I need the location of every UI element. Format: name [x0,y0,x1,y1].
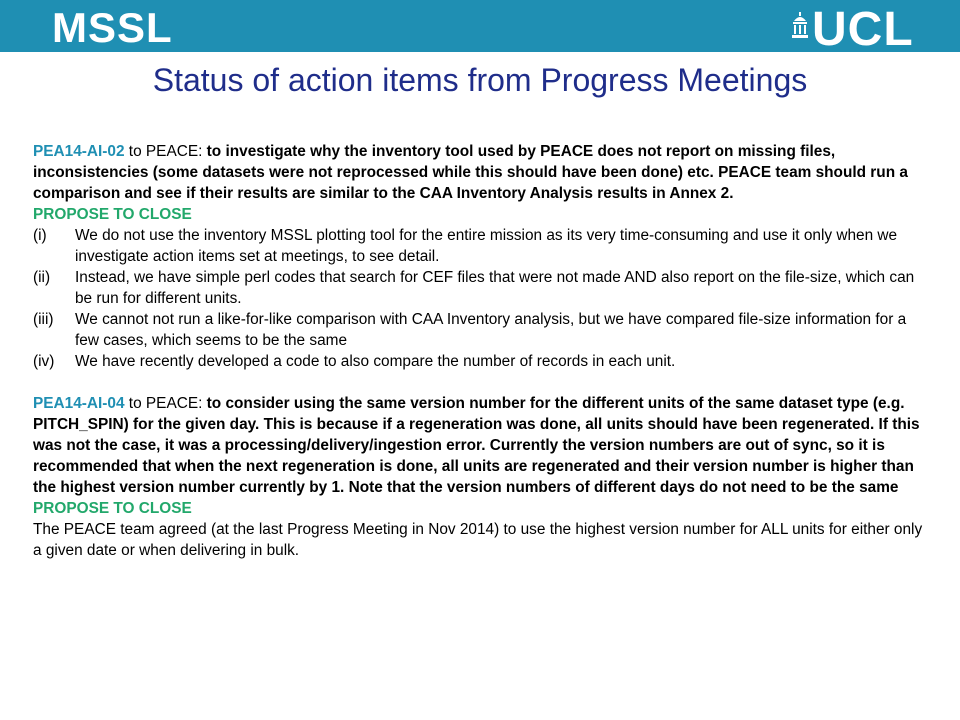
ucl-logo-text: UCL [812,3,914,56]
action-item-1 [33,141,933,204]
list-item-text: We have recently developed a code to also compare the number of records in each unit. [75,353,676,370]
status-label: PROPOSE TO CLOSE [33,500,192,517]
list-item-text: Instead, we have simple perl codes that search for CEF files that were not made AND also report on the file-size, which can be run for different units. [75,269,915,307]
page-title: Status of action items from Progress Meetings [152,62,808,98]
list-item-number: (iv) [33,353,55,370]
content [33,141,933,561]
spacer [33,372,933,393]
action-item-to: to PEACE: [124,143,207,160]
action-item-text: to investigate why the inventory tool used by PEACE does not report on missing files, inconsistencies (some datasets were not reprocessed while this should have been done) etc. PEACE team should run a comparison and see if their results are similar to the CAA Inventory Analysis results in Annex 2. [33,143,908,202]
response-list [33,225,933,372]
list-item-number: (i) [33,227,47,244]
response-text: The PEACE team agreed (at the last Progress Meeting in Nov 2014) to use the highest version number for ALL units for either only a given date or when delivering in bulk. [33,521,923,559]
action-item-2 [33,393,933,498]
mssl-logo: MSSL [52,4,173,51]
list-item-number: (iii) [33,311,54,328]
list-item [33,225,933,267]
action-item-text: to consider using the same version number for the different units of the same dataset type (e.g. PITCH_SPIN) for the given day. This is because if a regeneration was done, all units should have been regenerated. If this was not the case, it was a processing/delivery/ingestion error. Currently the version numbers are out of sync, so it is recommended that when the next regeneration is done, all units are regenerated and their version number is higher than the highest version number currently by 1. Note that the version numbers of different days do not need to be the same [33,395,920,496]
action-item-id: PEA14-AI-04 [33,395,125,412]
action-item-to: to PEACE: [124,395,207,412]
ucl-portico-icon [790,12,810,40]
list-item-text: We cannot not run a like-for-like comparison with CAA Inventory analysis, but we have compared file-size information for a few cases, which seems to be the same [75,311,907,349]
list-item-number: (ii) [33,269,51,286]
status-label: PROPOSE TO CLOSE [33,206,192,223]
list-item-text: We do not use the inventory MSSL plotting tool for the entire mission as its very time-consuming and use it only when we investigate action items set at meetings, to see detail. [75,227,898,265]
list-item [33,267,933,309]
ucl-logo [790,3,940,56]
header-bar [0,0,960,56]
list-item [33,309,933,351]
action-item-id: PEA14-AI-02 [33,143,125,160]
list-item [33,351,933,372]
